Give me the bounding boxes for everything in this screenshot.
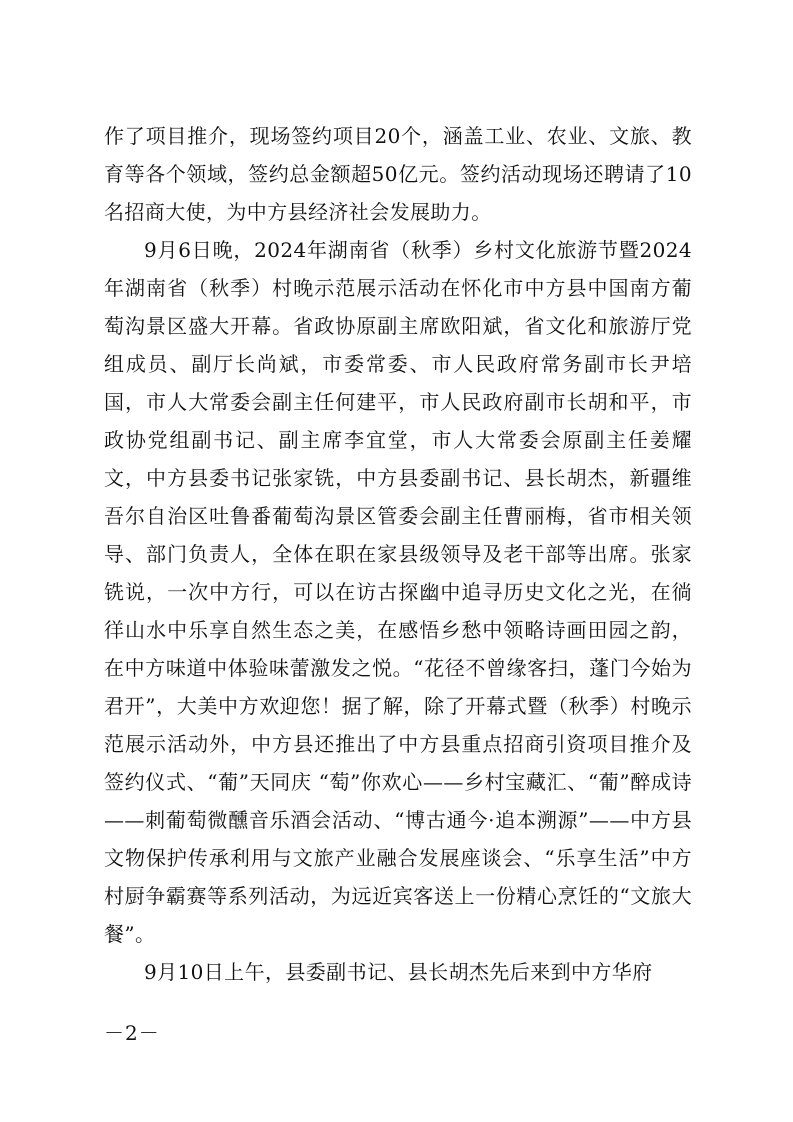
paragraph-continued: 作了项目推介，现场签约项目20个，涵盖工业、农业、文旅、教育等各个领域，签约总金额超50亿元。签约活动现场还聘请了10名招商大使，为中方县经济社会发展助力。 [104, 124, 692, 224]
paragraph-sept-10: 9月10日上午，县委副书记、县长胡杰先后来到中方华府 [144, 960, 653, 984]
paragraph-festival-opening: 9月6日晚，2024年湖南省（秋季）乡村文化旅游节暨2024年湖南省（秋季）村晚示范展示活动在怀化市中方县中国南方葡萄沟景区盛大开幕。省政协原副主席欧阳斌，省文化和旅游厅党组成员、副厅长尚斌，市委常委、市人民政府常务副市长尹培国，市人大常委会副主任何建平，市人民政府副市长胡和平，市政协党组副书记、副主席李宜堂，市人大常委会原副主任姜耀文，中方县委书记张家铣，中方县委副书记、县长胡杰，新疆维吾尔自治区吐鲁番葡萄沟景区管委会副主任曹丽梅，省市相关领导、部门负责人，全体在职在家县级领导及老干部等出席。张家铣说，一次中方行，可以在访古探幽中追寻历史文化之光，在徜徉山水中乐享自然生态之美，在感悟乡愁中领略诗画田园之韵，在中方味道中体验味蕾激发之悦。“花径不曾缘客扫，蓬门今始为君开”，大美中方欢迎您！据了解，除了开幕式暨（秋季）村晚示范展示活动外，中方县还推出了中方县重点招商引资项目推介及签约仪式、“葡”天同庆 “萄”你欢心——乡村宝藏汇、“葡”醉成诗——刺葡萄微醺音乐酒会活动、“博古通今·追本溯源”——中方县文物保护传承利用与文旅产业融合发展座谈会、“乐享生活”中方村厨争霸赛等系列活动，为远近宾客送上一份精心烹饪的“文旅大餐”。 [104, 238, 692, 946]
document-body [104, 117, 692, 991]
page-number: －2－ [104, 1021, 160, 1045]
